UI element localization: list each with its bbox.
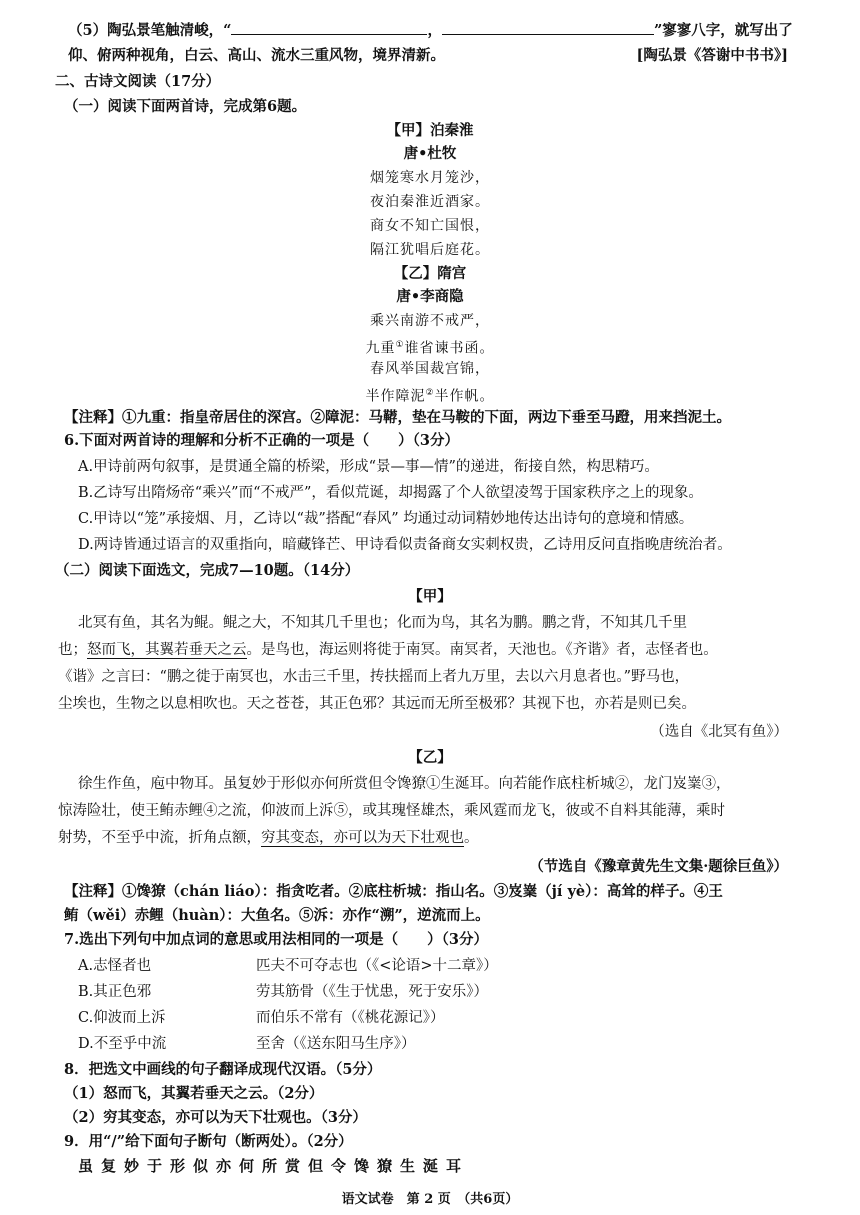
q7-option-b-compare: 劳其筋骨（《生于忧患，死于安乐》） bbox=[256, 984, 488, 1000]
q8-sub-2: （2）穷其变态，亦可以为天下壮观也。（3分） bbox=[64, 1109, 367, 1126]
text-a-line: 尘埃也，生物之以息相吹也。天之苍苍，其正色邪？其远而无所至极邪？其视下也，亦若是则已矣。 bbox=[58, 696, 696, 712]
q5-line1: （5）陶弘景笔触清峻，“ ， ”寥寥八字，就写出了 bbox=[68, 22, 793, 39]
text-a-source: （选自《北冥有鱼》） bbox=[650, 724, 788, 740]
q7-option-a-compare: 匹夫不可夺志也（《<论语>十二章》） bbox=[256, 958, 498, 974]
text-b-line: 徐生作鱼，庖中物耳。虽复妙于形似亦何所赏但令馋獠①生涎耳。向若能作底柱析城②，龙门岌嶪③， bbox=[78, 776, 731, 792]
text-a-title: 【甲】 bbox=[408, 588, 452, 605]
note-text: 鲔（wěi）赤鲤（huàn）：大鱼名。⑤泝：亦作“溯”，逆流而上。 bbox=[64, 907, 490, 924]
q5-line2: 仰、俯两种视角，白云、高山、流水三重风物，境界清新。 bbox=[68, 47, 445, 64]
q6-option-c[interactable]: C.甲诗以“笼”承接烟、月，乙诗以“裁”搭配“春风” 均通过动词精妙地传达出诗句的意境和情感。 bbox=[78, 511, 694, 527]
text-b-line: 惊涛险壮，使王鲔赤鲤④之流，仰波而上泝⑤，或其瑰怪雄杰，乘风霆而龙飞，彼或不自料其能薄，乘时 bbox=[58, 803, 725, 819]
q9-sentence[interactable]: 虽复妙于形似亦何所赏但令馋獠生涎耳 bbox=[78, 1157, 470, 1175]
page-footer: 语文试卷 第 2 页 （共6页） bbox=[341, 1192, 519, 1207]
q7-option-c-word[interactable]: C.仰波而上泝 bbox=[78, 1010, 166, 1026]
q8-stem: 8．把选文中画线的句子翻译成现代汉语。（5分） bbox=[64, 1061, 382, 1078]
poem-a-line: 烟笼寒水月笼沙， bbox=[370, 170, 490, 186]
text-a-line: 北冥有鱼，其名为鲲。鲲之大，不知其几千里也；化而为鸟，其名为鹏。鹏之背，不知其几千里 bbox=[78, 615, 687, 631]
poem-a-line: 商女不知亡国恨， bbox=[370, 218, 490, 234]
poem-b-line: 半作障泥②半作帆。 bbox=[365, 388, 495, 405]
q5-blank-2[interactable] bbox=[442, 20, 654, 35]
q5-source: [陶弘景《答谢中书书》] bbox=[636, 47, 788, 64]
text-b-title: 【乙】 bbox=[408, 749, 452, 766]
text-a-line: 也；怒而飞，其翼若垂天之云。是鸟也，海运则将徙于南冥。南冥者，天池也。《齐谐》者，志怪者也。 bbox=[58, 642, 718, 658]
part1-heading: （一）阅读下面两首诗，完成第6题。 bbox=[64, 98, 307, 115]
q6-option-a[interactable]: A.甲诗前两句叙事，是贯通全篇的桥梁，形成“景—事—情”的递进，衔接自然，构思精巧。 bbox=[78, 459, 659, 475]
q7-option-d-word[interactable]: D.不至乎中流 bbox=[78, 1036, 167, 1052]
q6-option-b[interactable]: B.乙诗写出隋炀帝“乘兴”而“不戒严”，看似荒诞，却揭露了个人欲望凌驾于国家秩序之上的现象。 bbox=[78, 485, 703, 501]
poem-b-author: 唐•李商隐 bbox=[396, 288, 464, 305]
text-a-line: 《谐》之言曰：“鹏之徙于南冥也，水击三千里，抟扶摇而上者九万里，去以六月息者也。”野马也， bbox=[58, 669, 690, 685]
text-b-source: （节选自《豫章黄先生文集·题徐巨鱼》） bbox=[529, 858, 788, 875]
poem-b-line: 九重①谁省谏书函。 bbox=[365, 340, 495, 357]
q7-option-c-compare: 而伯乐不常有（《桃花源记》） bbox=[256, 1010, 445, 1026]
text-b-line: 射势，不至乎中流，折角点额，穷其变态，亦可以为天下壮观也。 bbox=[58, 830, 479, 846]
poem-a-line: 夜泊秦淮近酒家。 bbox=[370, 194, 490, 210]
q5-blank-1[interactable] bbox=[231, 20, 427, 35]
q6-stem: 6.下面对两首诗的理解和分析不正确的一项是（ ）（3分） bbox=[64, 432, 459, 449]
part2-heading: （二）阅读下面选文，完成7—10题。（14分） bbox=[55, 562, 360, 579]
q8-sub-1: （1）怒而飞，其翼若垂天之云。（2分） bbox=[64, 1085, 324, 1102]
poem-a-author: 唐•杜牧 bbox=[403, 145, 457, 162]
poem-a-line: 隔江犹唱后庭花。 bbox=[370, 242, 490, 258]
poem-a-title: 【甲】泊秦淮 bbox=[386, 122, 474, 139]
section2-heading: 二、古诗文阅读（17分） bbox=[55, 73, 221, 90]
q7-option-a-word[interactable]: A.志怪者也 bbox=[78, 958, 152, 974]
note-poems: 【注释】①九重：指皇帝居住的深宫。②障泥：马鞯，垫在马鞍的下面，两边下垂至马蹬，用来挡泥土。 bbox=[64, 409, 731, 426]
q7-option-b-word[interactable]: B.其正色邪 bbox=[78, 984, 152, 1000]
q9-stem: 9．用“/”给下面句子断句（断两处）。（2分） bbox=[64, 1133, 353, 1150]
poem-b-title: 【乙】隋宫 bbox=[393, 265, 467, 282]
poem-b-line: 乘兴南游不戒严， bbox=[370, 313, 490, 329]
q7-option-d-compare: 至舍（《送东阳马生序》） bbox=[256, 1036, 416, 1052]
note-text: 【注释】①馋獠（chán liáo）：指贪吃者。②底柱析城：指山名。③岌嶪（jí yè）：高耸的样子。④王 bbox=[64, 883, 723, 900]
q6-option-d[interactable]: D.两诗皆通过语言的双重指向，暗藏锋芒、甲诗看似责备商女实刺权贵，乙诗用反问直指晚唐统治者。 bbox=[78, 537, 732, 553]
poem-b-line: 春风举国裁宫锦， bbox=[370, 361, 490, 377]
underlined-sentence-1: 怒而飞，其翼若垂天之云 bbox=[87, 642, 247, 658]
q7-stem: 7.选出下列句中加点词的意思或用法相同的一项是（ ）（3分） bbox=[64, 931, 488, 948]
underlined-sentence-2: 穷其变态，亦可以为天下壮观也 bbox=[261, 830, 464, 846]
